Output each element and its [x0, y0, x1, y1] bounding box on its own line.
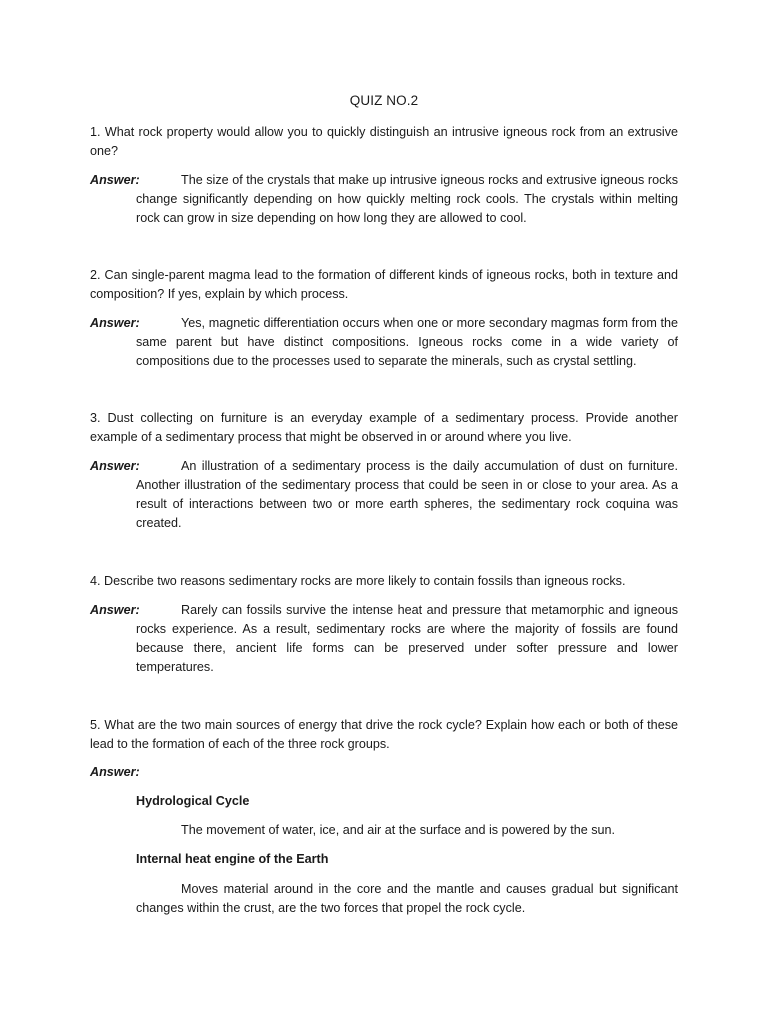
answer-label: Answer:: [90, 459, 140, 473]
subsection-heading-hydrological: Hydrological Cycle: [136, 794, 250, 808]
answer-5-label: Answer:: [90, 765, 140, 779]
answer-label: Answer:: [90, 316, 140, 330]
answer-3-text: An illustration of a sedimentary process is the daily accumulation of dust on furniture. Another illustration of the sedimentary process that could be seen in or close to your area. As a result of interactions between two or more earth spheres, the sedimentary rock coquina was created.: [136, 459, 678, 530]
answer-2: [90, 314, 678, 371]
page-title: QUIZ NO.2: [349, 93, 419, 108]
answer-1: [90, 171, 678, 228]
answer-4-text: Rarely can fossils survive the intense heat and pressure that metamorphic and igneous rocks experience. As a result, sedimentary rocks are where the majority of fossils are found because there, ancient life forms can be preserved under softer pressure and lower temperatures.: [136, 603, 678, 674]
question-1: 1. What rock property would allow you to quickly distinguish an intrusive igneous rock from an extrusive one?: [90, 125, 678, 158]
question-2: 2. Can single-parent magma lead to the formation of different kinds of igneous rocks, both in texture and composition? If yes, explain by which process.: [90, 268, 678, 301]
question-3: 3. Dust collecting on furniture is an everyday example of a sedimentary process. Provide another example of a sedimentary process that might be observed in or around where you live.: [90, 411, 678, 444]
answer-2-text: Yes, magnetic differentiation occurs when one or more secondary magmas form from the same parent but have distinct compositions. Igneous rocks come in a wide variety of compositions due to the processes used to separate the minerals, such as crystal settling.: [136, 316, 678, 368]
subsection-body-internal-heat: Moves material around in the core and the mantle and causes gradual but significant changes within the crust, are the two forces that propel the rock cycle.: [136, 882, 678, 915]
answer-label: Answer:: [90, 603, 140, 617]
answer-label: Answer:: [90, 173, 140, 187]
question-5: 5. What are the two main sources of energy that drive the rock cycle? Explain how each or both of these lead to the formation of each of the three rock groups.: [90, 718, 678, 751]
subsection-heading-internal-heat: Internal heat engine of the Earth: [136, 852, 329, 866]
answer-3: [90, 457, 678, 533]
question-4: 4. Describe two reasons sedimentary rocks are more likely to contain fossils than igneous rocks.: [90, 574, 626, 588]
answer-4: [90, 601, 678, 677]
answer-1-text: The size of the crystals that make up intrusive igneous rocks and extrusive igneous rocks change significantly depending on how quickly melting rock cools. The crystals within melting rock can grow in size depending on how long they are allowed to cool.: [136, 173, 678, 225]
subsection-body-hydrological: The movement of water, ice, and air at the surface and is powered by the sun.: [181, 823, 616, 837]
